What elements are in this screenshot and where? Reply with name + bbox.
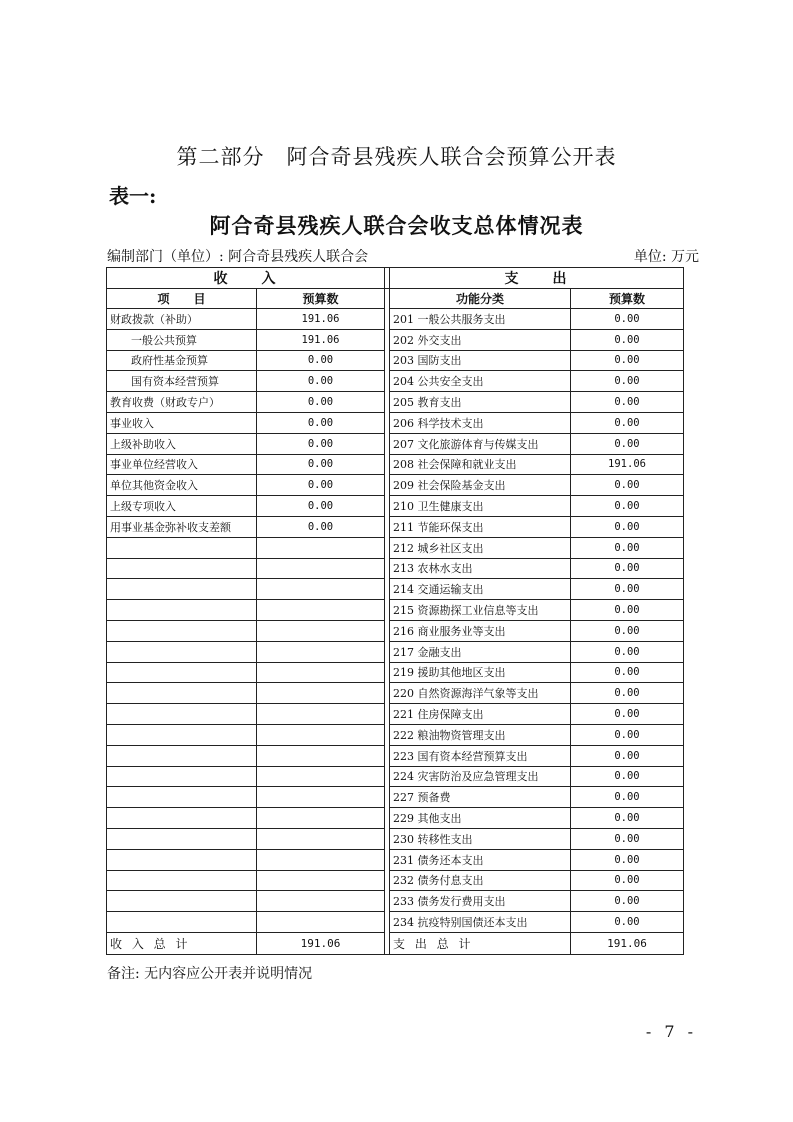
income-value-cell [257,808,385,829]
table-row [107,558,684,579]
table-row [107,454,684,475]
category-column-header: 功能分类 [390,289,571,309]
income-value-cell [257,558,385,579]
department-label: 编制部门（单位）: 阿合奇县残疾人联合会 [107,249,369,265]
expense-value-cell: 0.00 [571,371,684,392]
expense-value-cell: 0.00 [571,579,684,600]
expense-value-cell: 0.00 [571,600,684,621]
expense-item-cell: 220 自然资源海洋气象等支出 [390,683,571,704]
table-row [107,891,684,912]
expense-value-cell: 0.00 [571,766,684,787]
income-item-cell [107,745,257,766]
income-item-cell [107,766,257,787]
income-total-label: 收 入 总 计 [107,932,257,954]
expense-value-cell: 0.00 [571,683,684,704]
income-value-cell: 191.06 [257,329,385,350]
income-item-cell [107,641,257,662]
expense-value-cell: 0.00 [571,828,684,849]
expense-item-cell: 206 科学技术支出 [390,412,571,433]
income-value-cell [257,662,385,683]
expense-item-cell: 227 预备费 [390,787,571,808]
income-item-cell [107,579,257,600]
income-value-cell: 0.00 [257,496,385,517]
expense-item-cell: 212 城乡社区支出 [390,537,571,558]
expense-item-cell: 219 援助其他地区支出 [390,662,571,683]
table-row [107,724,684,745]
income-value-cell [257,745,385,766]
income-item-cell [107,912,257,933]
income-value-cell [257,579,385,600]
expense-value-cell: 0.00 [571,496,684,517]
page-number: - 7 - [645,1022,697,1041]
item-column-header: 项 目 [107,289,257,309]
expense-value-cell: 0.00 [571,745,684,766]
income-item-cell [107,787,257,808]
income-item-cell [107,828,257,849]
income-value-cell: 0.00 [257,475,385,496]
expense-item-cell: 224 灾害防治及应急管理支出 [390,766,571,787]
expense-item-cell: 214 交通运输支出 [390,579,571,600]
expense-item-cell: 221 住房保障支出 [390,704,571,725]
table-row [107,579,684,600]
table-row [107,912,684,933]
expense-item-cell: 231 债务还本支出 [390,849,571,870]
income-value-cell [257,641,385,662]
expense-value-cell: 0.00 [571,849,684,870]
expense-value-cell: 0.00 [571,912,684,933]
income-value-cell: 0.00 [257,454,385,475]
income-item-cell [107,891,257,912]
income-value-cell: 0.00 [257,433,385,454]
income-item-cell [107,704,257,725]
expense-value-cell: 0.00 [571,891,684,912]
income-value-cell [257,849,385,870]
table-row [107,329,684,350]
expense-value-cell: 0.00 [571,392,684,413]
expense-item-cell: 223 国有资本经营预算支出 [390,745,571,766]
table-row [107,537,684,558]
income-item-cell: 用事业基金弥补收支差额 [107,516,257,537]
expense-total-label: 支 出 总 计 [390,932,571,954]
income-value-cell: 0.00 [257,350,385,371]
expense-value-cell: 0.00 [571,475,684,496]
table-row [107,828,684,849]
income-value-cell [257,870,385,891]
income-item-cell [107,558,257,579]
table-row [107,745,684,766]
expense-total-value: 191.06 [571,932,684,954]
income-value-cell [257,766,385,787]
expense-value-cell: 0.00 [571,808,684,829]
expense-item-cell: 207 文化旅游体育与传媒支出 [390,433,571,454]
income-item-cell [107,662,257,683]
expense-item-cell: 202 外交支出 [390,329,571,350]
expense-item-cell: 210 卫生健康支出 [390,496,571,517]
table-row [107,808,684,829]
expense-value-cell: 0.00 [571,641,684,662]
income-value-cell [257,828,385,849]
expense-value-cell: 0.00 [571,433,684,454]
table-row [107,475,684,496]
income-value-cell: 0.00 [257,371,385,392]
table-row [107,787,684,808]
income-value-cell [257,600,385,621]
income-item-cell [107,808,257,829]
income-value-cell [257,912,385,933]
expense-header: 支 出 [390,268,684,289]
income-value-cell: 0.00 [257,412,385,433]
expense-item-cell: 215 资源勘探工业信息等支出 [390,600,571,621]
totals-row [107,932,684,954]
expense-item-cell: 230 转移性支出 [390,828,571,849]
income-header: 收 入 [107,268,385,289]
income-item-cell: 上级补助收入 [107,433,257,454]
table-label: 表一: [109,184,157,208]
income-item-cell [107,870,257,891]
income-value-cell: 0.00 [257,516,385,537]
table-row [107,516,684,537]
table-row [107,641,684,662]
expense-value-cell: 0.00 [571,662,684,683]
table-row [107,766,684,787]
unit-label: 单位: 万元 [633,249,699,265]
table-row [107,371,684,392]
table-row [107,350,684,371]
expense-item-cell: 213 农林水支出 [390,558,571,579]
expense-value-cell: 0.00 [571,870,684,891]
income-value-cell [257,704,385,725]
income-value-cell [257,537,385,558]
income-total-value: 191.06 [257,932,385,954]
expense-item-cell: 205 教育支出 [390,392,571,413]
table-row [107,683,684,704]
income-item-cell: 单位其他资金收入 [107,475,257,496]
table-row [107,496,684,517]
expense-item-cell: 211 节能环保支出 [390,516,571,537]
expense-value-cell: 0.00 [571,412,684,433]
table-row [107,620,684,641]
table-row [107,662,684,683]
income-item-cell: 一般公共预算 [107,329,257,350]
expense-item-cell: 232 债务付息支出 [390,870,571,891]
expense-value-cell: 0.00 [571,309,684,330]
income-item-cell [107,537,257,558]
table-row [107,412,684,433]
expense-value-cell: 0.00 [571,329,684,350]
income-value-cell [257,620,385,641]
income-item-cell: 事业单位经营收入 [107,454,257,475]
table-row [107,704,684,725]
table-header-columns [107,289,684,309]
table-row [107,392,684,413]
budget2-column-header: 预算数 [571,289,684,309]
table-title: 阿合奇县残疾人联合会收支总体情况表 [209,213,584,238]
income-value-cell [257,724,385,745]
expense-item-cell: 208 社会保障和就业支出 [390,454,571,475]
expense-item-cell: 233 债务发行费用支出 [390,891,571,912]
table-header-group [107,268,684,289]
meta-row [107,246,699,266]
expense-item-cell: 203 国防支出 [390,350,571,371]
income-value-cell: 191.06 [257,309,385,330]
expense-value-cell: 191.06 [571,454,684,475]
expense-item-cell: 217 金融支出 [390,641,571,662]
expense-item-cell: 229 其他支出 [390,808,571,829]
table-row [107,309,684,330]
income-item-cell: 教育收费（财政专户） [107,392,257,413]
expense-value-cell: 0.00 [571,704,684,725]
expense-item-cell: 216 商业服务业等支出 [390,620,571,641]
budget-table [106,267,684,955]
income-item-cell: 上级专项收入 [107,496,257,517]
income-item-cell [107,600,257,621]
expense-item-cell: 209 社会保险基金支出 [390,475,571,496]
table-row [107,849,684,870]
table-row [107,433,684,454]
income-item-cell [107,849,257,870]
expense-value-cell: 0.00 [571,537,684,558]
income-item-cell: 财政拨款（补助） [107,309,257,330]
income-value-cell [257,683,385,704]
expense-value-cell: 0.00 [571,620,684,641]
expense-value-cell: 0.00 [571,787,684,808]
expense-value-cell: 0.00 [571,516,684,537]
expense-item-cell: 234 抗疫特别国债还本支出 [390,912,571,933]
expense-value-cell: 0.00 [571,558,684,579]
income-item-cell [107,683,257,704]
expense-item-cell: 201 一般公共服务支出 [390,309,571,330]
income-item-cell [107,724,257,745]
table-row [107,870,684,891]
income-item-cell: 事业收入 [107,412,257,433]
income-value-cell [257,891,385,912]
income-item-cell: 国有资本经营预算 [107,371,257,392]
table-body [107,309,684,933]
footnote: 备注: 无内容应公开表并说明情况 [107,966,313,982]
expense-value-cell: 0.00 [571,724,684,745]
income-value-cell: 0.00 [257,392,385,413]
expense-item-cell: 204 公共安全支出 [390,371,571,392]
budget-column-header: 预算数 [257,289,385,309]
table-row [107,600,684,621]
income-item-cell [107,620,257,641]
page-heading: 第二部分 阿合奇县残疾人联合会预算公开表 [176,145,617,169]
expense-item-cell: 222 粮油物资管理支出 [390,724,571,745]
expense-value-cell: 0.00 [571,350,684,371]
income-item-cell: 政府性基金预算 [107,350,257,371]
income-value-cell [257,787,385,808]
